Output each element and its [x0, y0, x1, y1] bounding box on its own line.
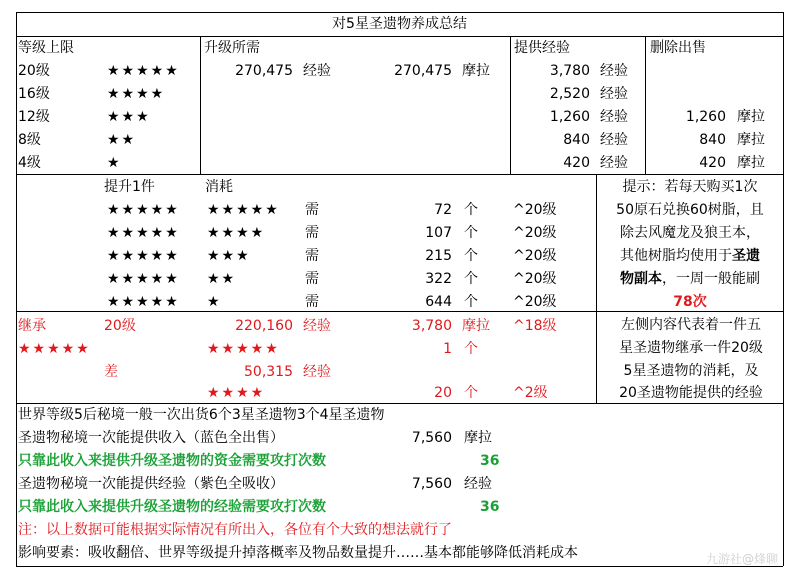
exp-runs-value: 36	[480, 499, 500, 515]
mora-runs-label: 只靠此收入来提供升级圣遗物的资金需要攻打次数	[18, 453, 326, 469]
need-label: 需	[305, 271, 319, 287]
sell-val-cell: 420	[699, 155, 726, 171]
target-cell: ^20级	[513, 225, 557, 241]
note-line: 左侧内容代表着一件五	[621, 317, 761, 333]
inherit-count: 1	[443, 341, 452, 357]
note-line: 除去风魔龙及狼王本，	[620, 225, 760, 241]
inherit-stars-b: ★★★★★	[207, 341, 280, 357]
target-cell: ^20级	[513, 202, 557, 218]
page-title: 对5星圣遗物养成总结	[332, 16, 467, 32]
weekly-runs: 78次	[673, 294, 707, 310]
stars-cell: ★★	[107, 132, 137, 148]
grid-line	[16, 311, 783, 312]
header-sell: 删除出售	[650, 40, 706, 56]
inherit-count-unit: 个	[464, 341, 478, 357]
income-mora-value: 7,560	[411, 430, 452, 446]
inherit-target: ^18级	[513, 318, 557, 334]
level-cell: 8级	[18, 132, 41, 148]
stars-cell: ★★★★★	[107, 271, 180, 287]
target-cell: ^20级	[513, 271, 557, 287]
stars-cell: ★	[107, 155, 122, 171]
consume-stars-cell: ★★★★★	[207, 202, 280, 218]
inherit-stars-c: ★★★★	[207, 385, 266, 401]
stars-cell: ★★★★★	[107, 63, 180, 79]
note-line: 20圣遗物能提供的经验	[619, 385, 763, 401]
provide-exp-cell: 3,780	[549, 63, 590, 79]
provide-unit: 经验	[600, 63, 628, 79]
req-mora-unit: 摩拉	[462, 63, 490, 79]
note-bold-text: 物副本	[620, 271, 662, 287]
inherit-exp: 220,160	[235, 318, 293, 334]
inherit-count-2-unit: 个	[464, 385, 478, 401]
consume-stars-cell: ★★	[207, 271, 237, 287]
consume-stars-cell: ★★★★	[207, 225, 266, 241]
req-exp-unit: 经验	[303, 63, 331, 79]
stars-cell: ★★★★	[107, 86, 166, 102]
inherit-exp-unit: 经验	[303, 318, 331, 334]
income-exp-unit: 经验	[464, 476, 492, 492]
grid-line	[16, 566, 783, 567]
note-line: 5星圣遗物的消耗，及	[623, 363, 759, 379]
inherit-level: 20级	[104, 318, 136, 334]
sell-unit: 摩拉	[737, 132, 765, 148]
income-exp-value: 7,560	[411, 476, 452, 492]
level-cell: 4级	[18, 155, 41, 171]
watermark: 九游社@烽聊	[706, 552, 779, 566]
header-required: 升级所需	[204, 40, 260, 56]
sell-unit: 摩拉	[737, 109, 765, 125]
diff-value: 50,315	[244, 364, 293, 380]
note-line: 星圣遗物继承一件20级	[619, 340, 763, 356]
stars-cell: ★★★★★	[107, 202, 180, 218]
grid-line	[16, 403, 783, 404]
sell-val-cell: 840	[699, 132, 726, 148]
domain-drop-note: 世界等级5后秘境一般一次出货6个3星圣遗物3个4星圣遗物	[18, 407, 385, 423]
inherit-target-2: ^2级	[513, 385, 548, 401]
grid-line	[596, 174, 597, 403]
diff-label: 差	[104, 364, 118, 380]
count-cell: 72	[434, 202, 452, 218]
provide-unit: 经验	[600, 155, 628, 171]
count-cell: 215	[425, 248, 452, 264]
note-bold-text: 圣遗	[732, 248, 760, 264]
factors-note: 影响要素：吸收翻倍、世界等级提升掉落概率及物品数量提升……基本都能够降低消耗成本	[18, 545, 578, 561]
grid-line	[16, 174, 783, 175]
stars-cell: ★★★★★	[107, 225, 180, 241]
stars-cell: ★★★	[107, 109, 151, 125]
provide-exp-cell: 420	[563, 155, 590, 171]
note-text: ，一周一般能刷	[662, 271, 760, 287]
level-cell: 12级	[18, 109, 50, 125]
count-cell: 322	[425, 271, 452, 287]
unit-cell: 个	[464, 202, 478, 218]
grid-line	[16, 12, 17, 566]
grid-line	[200, 36, 201, 174]
count-cell: 644	[425, 294, 452, 310]
unit-cell: 个	[464, 248, 478, 264]
provide-unit: 经验	[600, 109, 628, 125]
header-provide: 提供经验	[514, 40, 570, 56]
sell-val-cell: 1,260	[685, 109, 726, 125]
mora-runs-value: 36	[480, 453, 500, 469]
header-consume: 消耗	[205, 179, 233, 195]
sell-unit: 摩拉	[737, 155, 765, 171]
income-mora-label: 圣遗物秘境一次能提供收入（蓝色全出售）	[18, 430, 284, 446]
need-label: 需	[305, 248, 319, 264]
consume-stars-cell: ★★★	[207, 248, 251, 264]
consume-stars-cell: ★	[207, 294, 222, 310]
level-cell: 20级	[18, 63, 50, 79]
unit-cell: 个	[464, 271, 478, 287]
count-cell: 107	[425, 225, 452, 241]
stars-cell: ★★★★★	[107, 294, 180, 310]
target-cell: ^20级	[513, 294, 557, 310]
inherit-label: 继承	[18, 318, 46, 334]
need-label: 需	[305, 225, 319, 241]
req-exp-cell: 270,475	[235, 63, 293, 79]
note-line: 50原石兑换60树脂，且	[616, 202, 764, 218]
need-label: 需	[305, 294, 319, 310]
level-cell: 16级	[18, 86, 50, 102]
exp-runs-label: 只靠此收入来提供升级圣遗物的经验需要攻打次数	[18, 499, 326, 515]
grid-line	[783, 12, 784, 566]
note-line-mixed	[600, 247, 780, 265]
inherit-count-2: 20	[434, 385, 452, 401]
provide-exp-cell: 1,260	[549, 109, 590, 125]
grid-line	[510, 36, 511, 174]
grid-line	[16, 12, 783, 13]
unit-cell: 个	[464, 294, 478, 310]
income-exp-label: 圣遗物秘境一次能提供经验（紫色全吸收）	[18, 476, 284, 492]
header-upgrade-one: 提升1件	[104, 179, 155, 195]
note-line: 提示：若每天购买1次	[622, 179, 758, 195]
income-mora-unit: 摩拉	[464, 430, 492, 446]
unit-cell: 个	[464, 225, 478, 241]
diff-unit: 经验	[303, 364, 331, 380]
header-level-cap: 等级上限	[18, 40, 74, 56]
provide-exp-cell: 840	[563, 132, 590, 148]
note-line-mixed	[600, 270, 780, 288]
stars-cell: ★★★★★	[107, 248, 180, 264]
disclaimer-note: 注：以上数据可能根据实际情况有所出入，各位有个大致的想法就行了	[18, 522, 452, 538]
inherit-mora-unit: 摩拉	[462, 318, 490, 334]
need-label: 需	[305, 202, 319, 218]
provide-unit: 经验	[600, 132, 628, 148]
provide-unit: 经验	[600, 86, 628, 102]
inherit-stars-a: ★★★★★	[18, 341, 91, 357]
provide-exp-cell: 2,520	[549, 86, 590, 102]
target-cell: ^20级	[513, 248, 557, 264]
inherit-mora: 3,780	[411, 318, 452, 334]
grid-line	[645, 36, 646, 174]
req-mora-cell: 270,475	[394, 63, 452, 79]
note-text: 其他树脂均使用于	[620, 248, 732, 264]
grid-line	[16, 36, 783, 37]
